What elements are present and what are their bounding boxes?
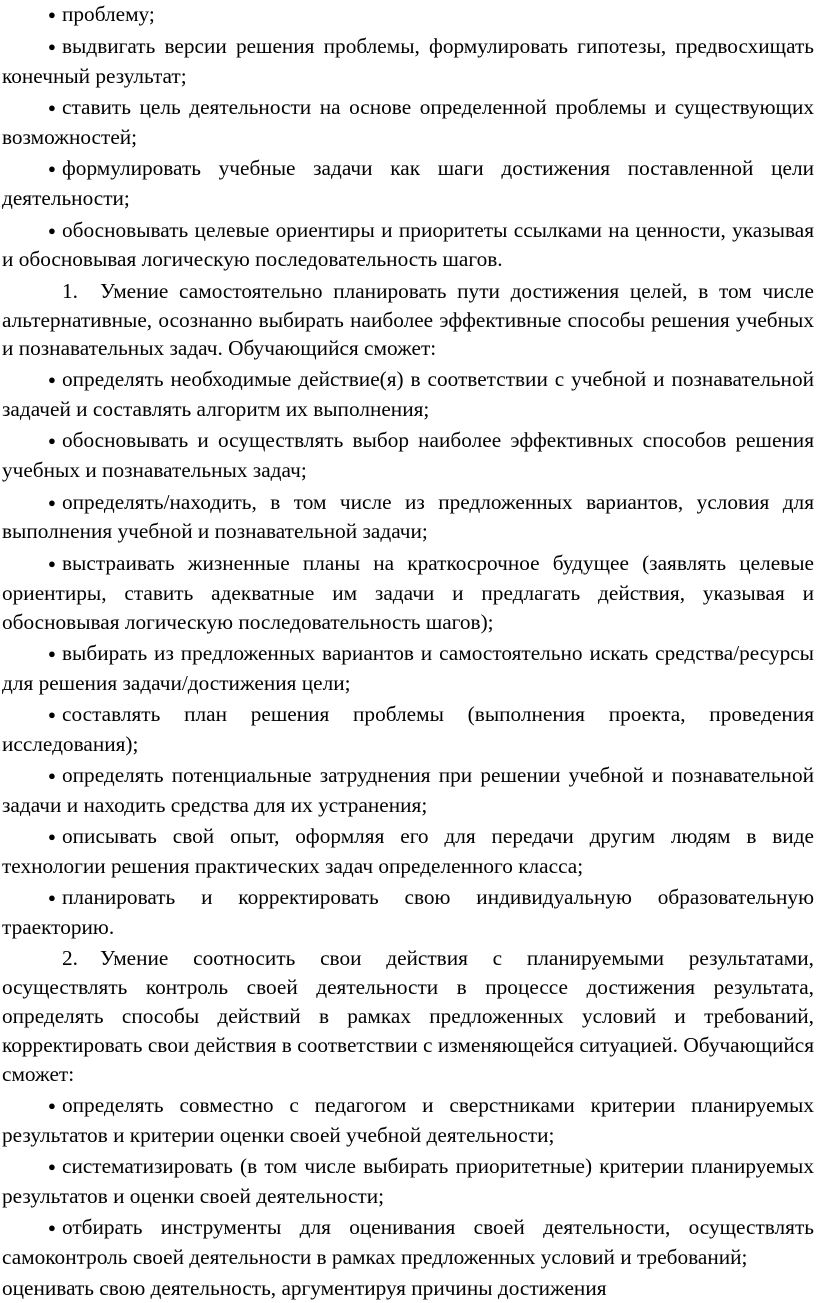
bullet-icon: ● (48, 890, 56, 906)
list-item: ● формулировать учебные задачи как шаги достижения поставленной цели деятельности; (2, 156, 814, 211)
bullet-icon: ● (48, 1097, 56, 1113)
list-item: ● описывать свой опыт, оформляя его для передачи другим людям в виде технологии решения практических задач определенного класса; (2, 824, 814, 878)
bullet-icon: ● (48, 161, 56, 177)
list-item: ● составлять план решения проблемы (выполнения проекта, проведения исследования); (2, 701, 814, 756)
list-item: ● выбирать из предложенных вариантов и самостоятельно искать средства/ресурсы для решения задачи/достижения цели; (2, 640, 814, 695)
list-item: ● выстраивать жизненные планы на краткосрочное будущее (заявлять целевые ориентиры, ставить адекватные им задачи и предлагать действия, указывая и обосновывая логическую последовательность шагов); (2, 550, 814, 634)
list-item: ● выдвигать версии решения проблемы, формулировать гипотезы, предвосхищать конечный результат; (2, 34, 814, 89)
list-item: ● обосновывать целевые ориентиры и приоритеты ссылками на ценности, указывая и обосновывая логическую последовательность шагов. (2, 217, 814, 272)
paragraph-number: 1. (62, 278, 78, 303)
list-item: ● ставить цель деятельности на основе определенной проблемы и существующих возможностей; (2, 95, 814, 150)
bullet-icon: ● (48, 555, 56, 571)
bullet-icon: ● (48, 100, 56, 116)
list-item: ● определять потенциальные затруднения при решении учебной и познавательной задачи и находить средства для их устранения; (2, 762, 814, 817)
list-item: ● систематизировать (в том числе выбирать приоритетные) критерии планируемых результатов и оценки своей деятельности; (2, 1153, 814, 1208)
paragraph-text: оценивать свою деятельность, аргументируя причины достижения (2, 1276, 607, 1301)
bullet-icon: ● (48, 645, 56, 661)
list-item: ● обосновывать и осуществлять выбор наиболее эффективных способов решения учебных и познавательных задач; (2, 428, 814, 483)
list-item: ● определять/находить, в том числе из предложенных вариантов, условия для выполнения учебной и познавательной задачи; (2, 489, 814, 544)
numbered-paragraph: 2. Умение соотносить свои действия с планируемыми результатами, осуществлять контроль своей деятельности в процессе достижения результата, определять способы действий в рамках предложенных условий и требований, корректировать свои действия в соответствии с изменяющейся ситуацией. Обучающийся сможет: (2, 946, 814, 1086)
list-item: ● определять необходимые действие(я) в соответствии с учебной и познавательной задачей и составлять алгоритм их выполнения; (2, 367, 814, 422)
bullet-icon: ● (48, 829, 56, 845)
bullet-icon: ● (48, 1158, 56, 1174)
numbered-paragraph: 1. Умение самостоятельно планировать пути достижения целей, в том числе альтернативные, осознанно выбирать наиболее эффективные способы решения учебных и познавательных задач. Обучающийся сможет: (2, 278, 814, 361)
list-item: ● определять совместно с педагогом и сверстниками критерии планируемых результатов и критерии оценки своей учебной деятельности; (2, 1092, 814, 1147)
list-item: ● проблему; (2, 0, 814, 30)
paragraph-number: 2. (62, 946, 78, 971)
bullet-icon: ● (48, 39, 56, 55)
bullet-icon: ● (48, 222, 56, 238)
bullet-icon: ● (48, 7, 56, 22)
list-item: ● отбирать инструменты для оценивания своей деятельности, осуществлять самоконтроль своей деятельности в рамках предложенных условий и требований; (2, 1215, 814, 1269)
bullet-icon: ● (48, 433, 56, 449)
bullet-icon: ● (48, 706, 56, 722)
bullet-icon: ● (48, 767, 56, 783)
list-item: ● планировать и корректировать свою индивидуальную образовательную траекторию. (2, 885, 814, 940)
bullet-icon: ● (48, 372, 56, 388)
bullet-icon: ● (48, 494, 56, 510)
bullet-icon: ● (48, 1220, 56, 1235)
